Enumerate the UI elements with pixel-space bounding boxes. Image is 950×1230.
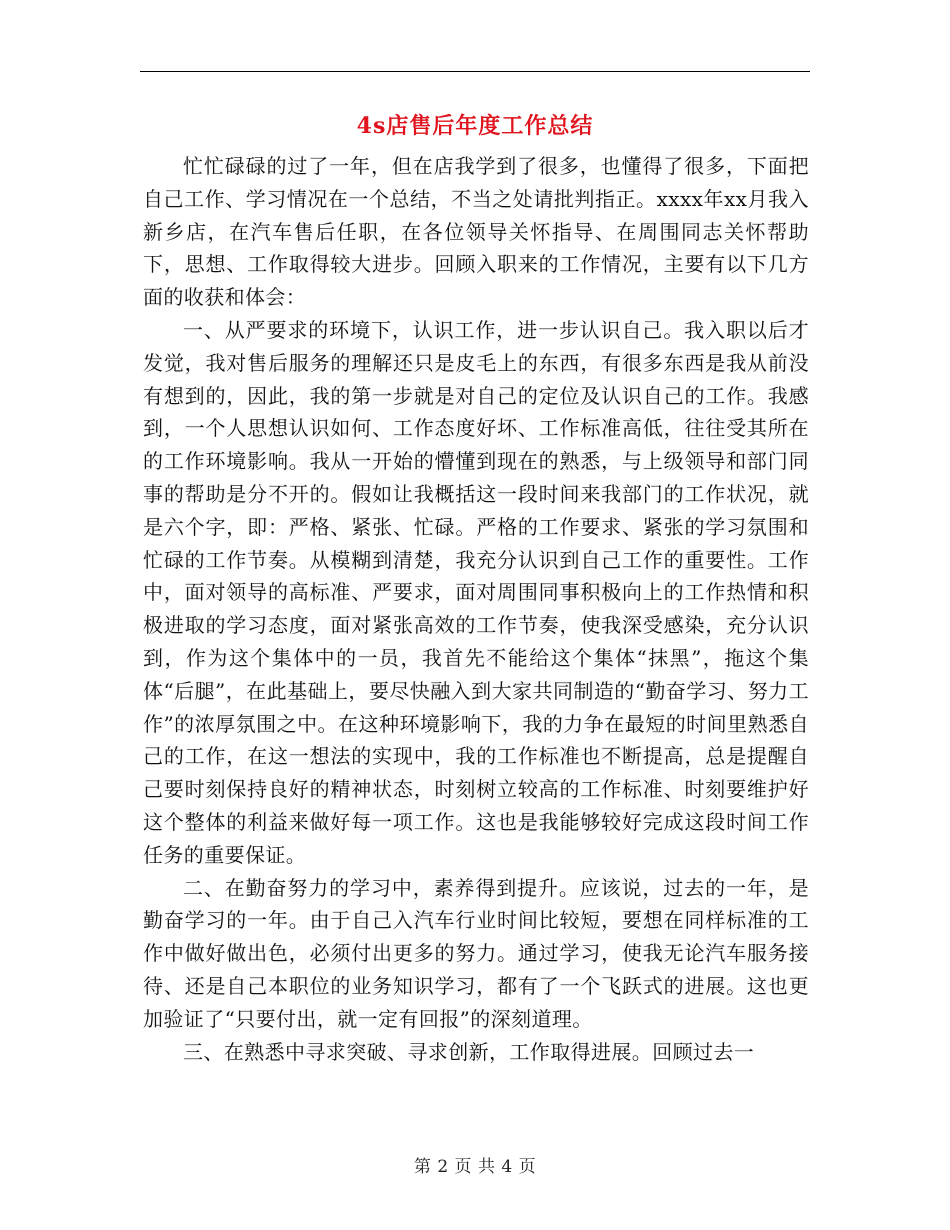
document-body (143, 150, 809, 1068)
header-rule (140, 71, 810, 72)
document-title: 4s店售后年度工作总结 (356, 113, 594, 139)
paragraph-section-1: 一、从严要求的环境下，认识工作，进一步认识自己。我入职以后才发觉，我对售后服务的理解还只是皮毛上的东西，有很多东西是我从前没有想到的，因此，我的第一步就是对自己的定位及认识自己的工作。我感到，一个人思想认识如何、工作态度好坏、工作标准高低，往往受其所在的工作环境影响。我从一开始的懵懂到现在的熟悉，与上级领导和部门同事的帮助是分不开的。假如让我概括这一段时间来我部门的工作状况，就是六个字，即：严格、紧张、忙碌。严格的工作要求、紧张的学习氛围和忙碌的工作节奏。从模糊到清楚，我充分认识到自己工作的重要性。工作中，面对领导的高标准、严要求，面对周围同事积极向上的工作热情和积极进取的学习态度，面对紧张高效的工作节奏，使我深受感染，充分认识到，作为这个集体中的一员，我首先不能给这个集体“抹黑”，拖这个集体“后腿”，在此基础上，要尽快融入到大家共同制造的“勤奋学习、努力工作”的浓厚氛围之中。在这种环境影响下，我的力争在最短的时间里熟悉自己的工作，在这一想法的实现中，我的工作标准也不断提高，总是提醒自己要时刻保持良好的精神状态，时刻树立较高的工作标准、时刻要维护好这个整体的利益来做好每一项工作。这也是我能够较好完成这段时间工作任务的重要保证。 (143, 317, 809, 867)
paragraph-section-3: 三、在熟悉中寻求突破、寻求创新，工作取得进展。回顾过去一 (183, 1039, 755, 1064)
paragraph-section-2: 二、在勤奋努力的学习中，素养得到提升。应该说，过去的一年，是勤奋学习的一年。由于自己入汽车行业时间比较短，要想在同样标准的工作中做好做出色，必须付出更多的努力。通过学习，使我无论汽车服务接待、还是自己本职位的业务知识学习，都有了一个飞跃式的进展。这也更加验证了“只要付出，就一定有回报”的深刻道理。 (143, 875, 809, 1031)
page-number-footer: 第 2 页 共 4 页 (413, 1157, 537, 1177)
paragraph-intro: 忙忙碌碌的过了一年，但在店我学到了很多，也懂得了很多，下面把自己工作、学习情况在一个总结，不当之处请批判指正。xxxx年xx月我入新乡店，在汽车售后任职，在各位领导关怀指导、在周围同志关怀帮助下，思想、工作取得较大进步。回顾入职来的工作情况，主要有以下几方面的收获和体会： (143, 154, 809, 310)
